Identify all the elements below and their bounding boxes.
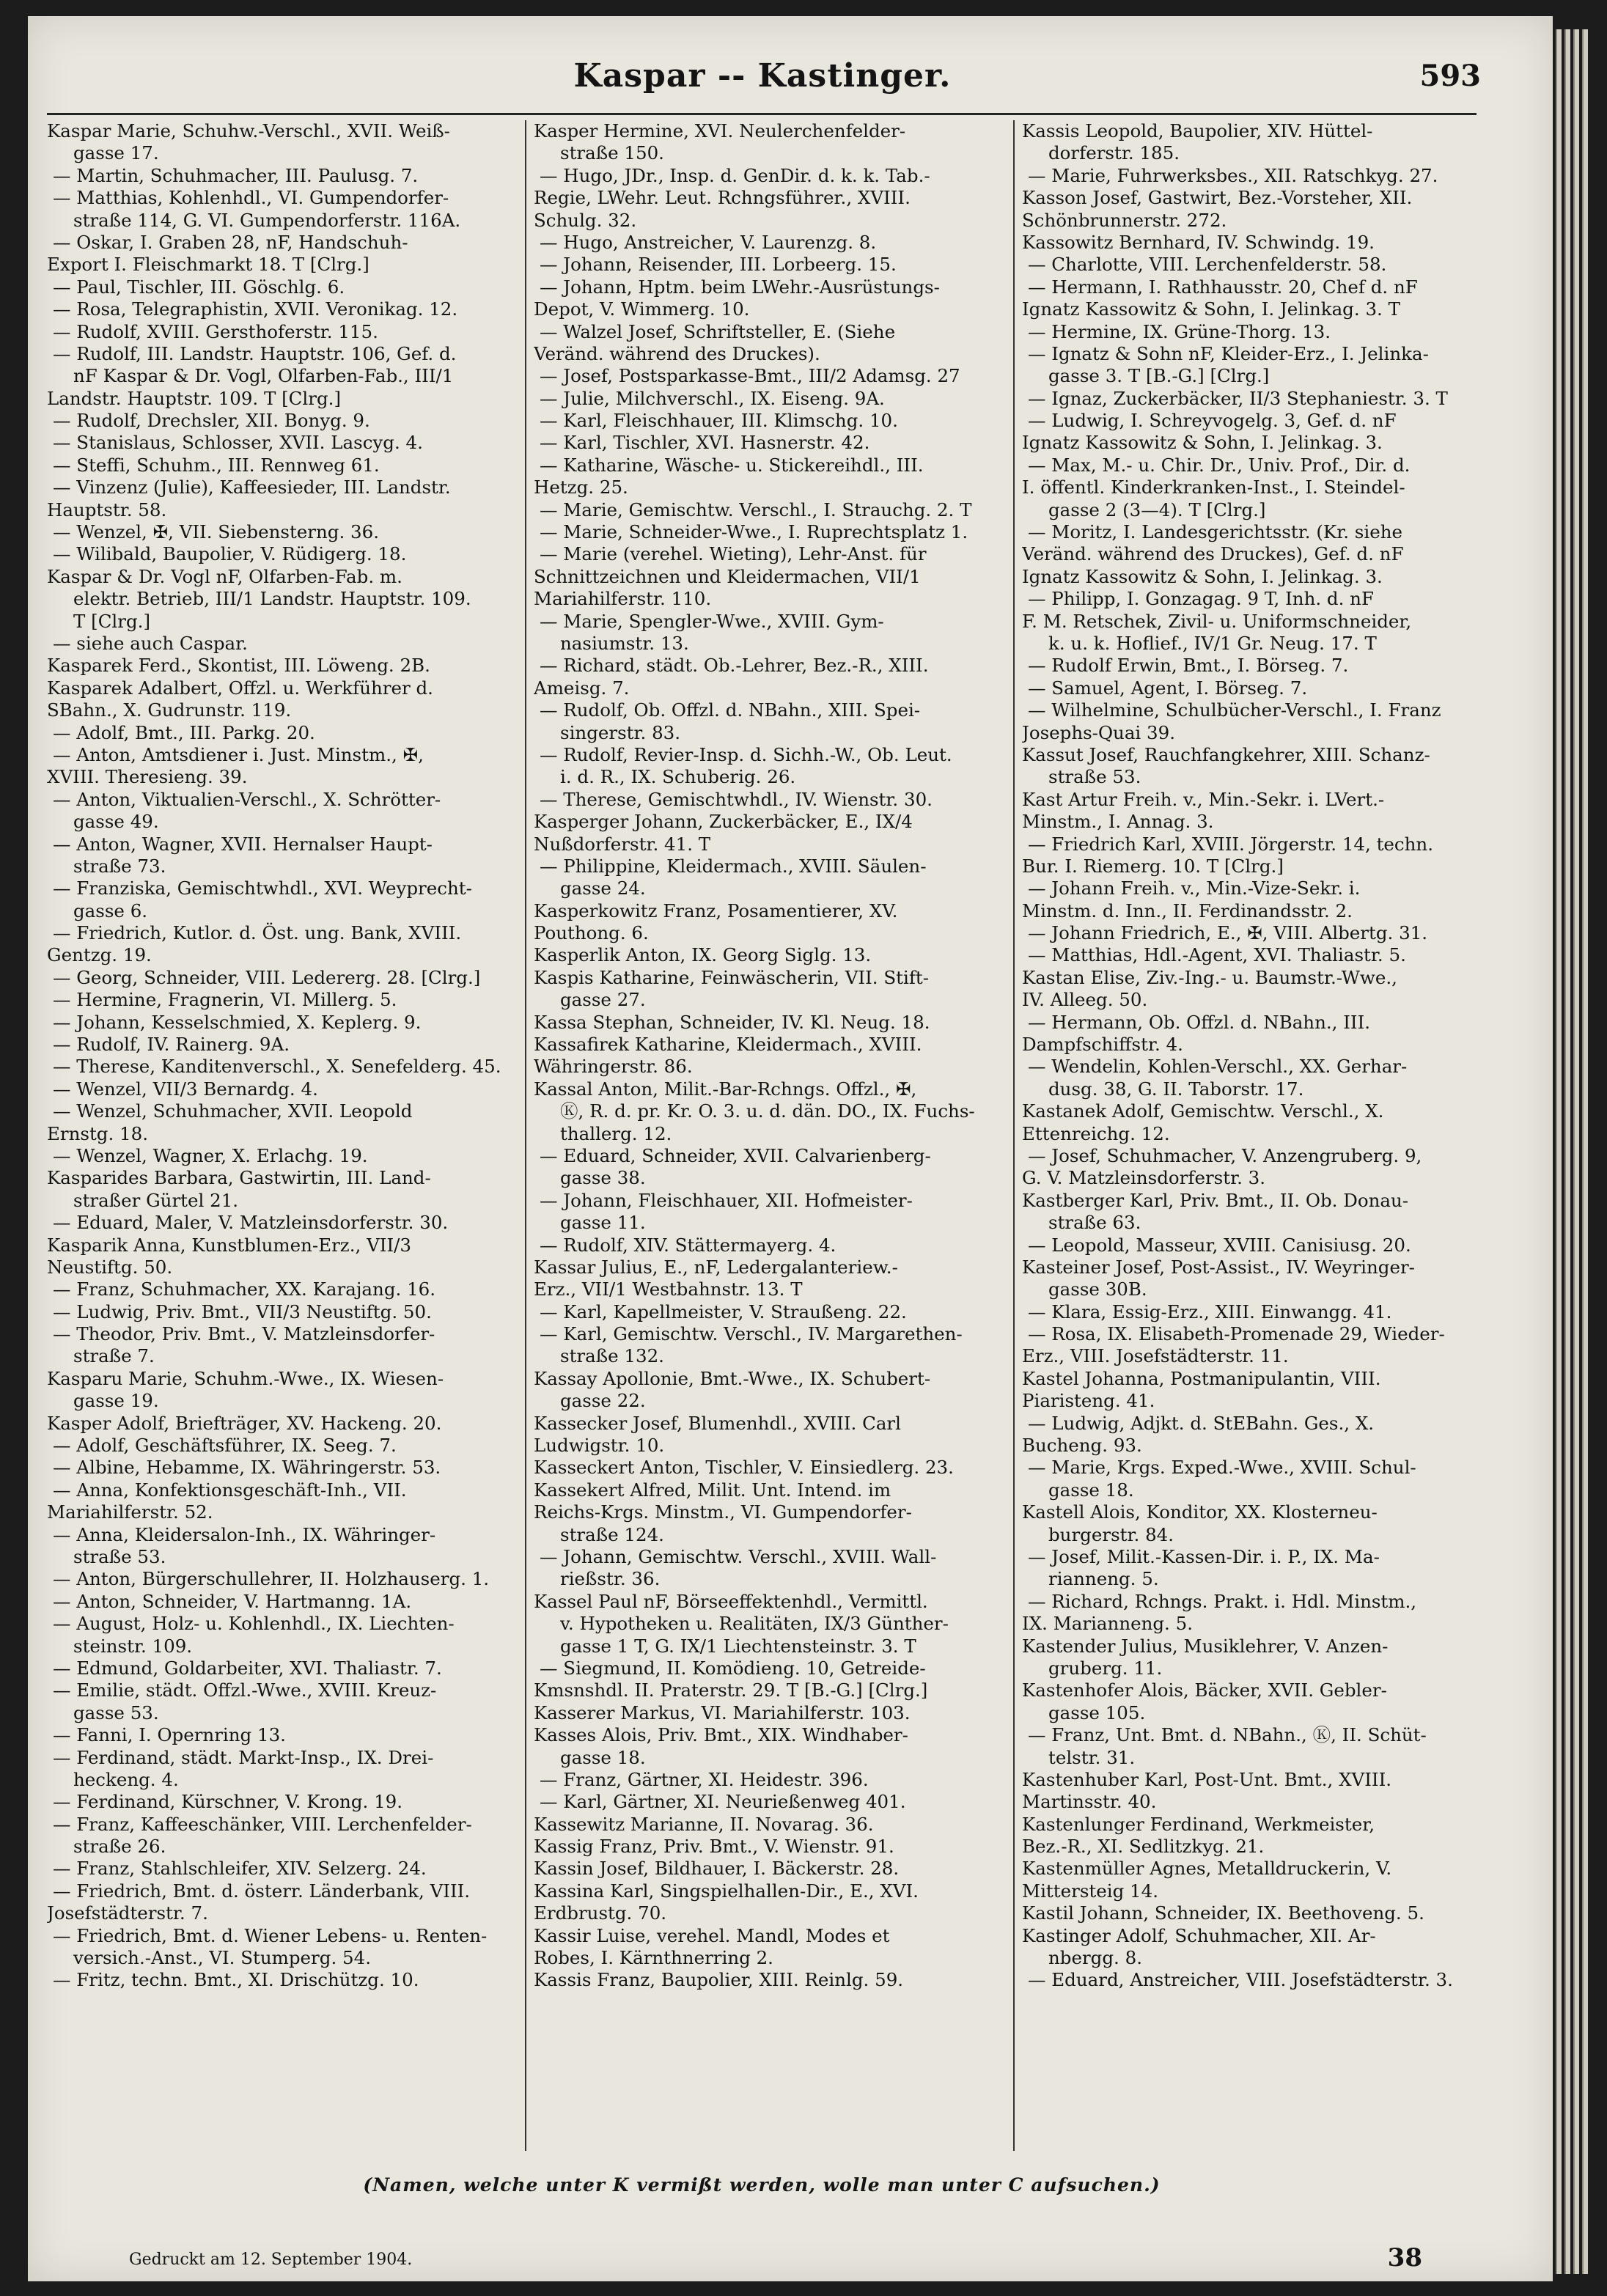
entry-line: T [Clrg.]	[73, 610, 151, 632]
entry-line: Kassar Julius, E., nF, Ledergalanteriew.-	[534, 1256, 898, 1278]
entry-line: — Anton, Schneider, V. Hartmanng. 1A.	[53, 1590, 412, 1612]
entry-line: Kasparides Barbara, Gastwirtin, III. Land-	[47, 1167, 431, 1189]
entry-line: — Eduard, Maler, V. Matzleinsdorferstr. 30.	[53, 1212, 449, 1234]
page-edge	[1564, 29, 1570, 2274]
entry-line: — Johann, Fleischhauer, XII. Hofmeister-	[540, 1189, 913, 1211]
entry-line: Kassa Stephan, Schneider, IV. Kl. Neug. 18.	[534, 1011, 930, 1033]
entry-line: Kaspar Marie, Schuhw.-Verschl., XVII. Weiß-	[47, 120, 450, 141]
page-edge	[1582, 29, 1588, 2274]
entry-line: Bucheng. 93.	[1022, 1435, 1142, 1457]
entry-line: Regie, LWehr. Leut. Rchngsführer., XVIII.	[534, 187, 911, 209]
entry-line: Mariahilferstr. 52.	[47, 1501, 213, 1523]
entry-line: Kasperlik Anton, IX. Georg Siglg. 13.	[534, 944, 872, 966]
entry-line: gasse 19.	[73, 1390, 159, 1412]
entry-line: Ludwigstr. 10.	[534, 1435, 665, 1457]
entry-line: Kastenhuber Karl, Post-Unt. Bmt., XVIII.	[1022, 1768, 1392, 1790]
entry-line: — Charlotte, VIII. Lerchenfelderstr. 58.	[1028, 254, 1387, 276]
entry-line: gruberg. 11.	[1048, 1657, 1163, 1679]
page-number: 593	[1419, 59, 1481, 93]
entry-line: Schönbrunnerstr. 272.	[1022, 209, 1227, 231]
entry-line: — Karl, Tischler, XVI. Hasnerstr. 42.	[540, 432, 870, 454]
entry-line: Kasparek Ferd., Skontist, III. Löweng. 2B.	[47, 655, 430, 677]
entry-line: I. öffentl. Kinderkranken-Inst., I. Steindel-	[1022, 477, 1405, 498]
entry-line: Erz., VII/1 Westbahnstr. 13. T	[534, 1278, 803, 1300]
entry-line: — Josef, Postsparkasse-Bmt., III/2 Adamsg. 27	[540, 365, 960, 387]
entry-line: Kasper Hermine, XVI. Neulerchenfelder-	[534, 120, 906, 141]
entry-line: Nußdorferstr. 41. T	[534, 833, 711, 855]
entry-line: — Hermann, I. Rathhausstr. 20, Chef d. nF	[1028, 276, 1418, 298]
entry-line: — siehe auch Caspar.	[53, 632, 248, 654]
entry-line: i. d. R., IX. Schuberig. 26.	[560, 766, 796, 788]
entry-line: straße 114, G. VI. Gumpendorferstr. 116A.	[73, 209, 461, 231]
entry-line: G. V. Matzleinsdorferstr. 3.	[1022, 1167, 1266, 1189]
entry-line: Kastberger Karl, Priv. Bmt., II. Ob. Donau-	[1022, 1189, 1409, 1211]
entry-line: gasse 3. T [B.-G.] [Clrg.]	[1048, 365, 1270, 387]
entry-line: gasse 49.	[73, 811, 159, 833]
column-2	[534, 120, 1003, 2157]
entry-line: IV. Alleeg. 50.	[1022, 989, 1148, 1011]
entry-line: — Ludwig, I. Schreyvogelg. 3, Gef. d. nF	[1028, 410, 1397, 432]
entry-line: — Johann, Kesselschmied, X. Keplerg. 9.	[53, 1011, 422, 1033]
entry-line: — Friedrich, Bmt. d. Wiener Lebens- u. Renten-	[53, 1924, 488, 1946]
entry-line: — Fritz, techn. Bmt., XI. Drischützg. 10.	[53, 1969, 419, 1991]
entry-line: — Josef, Milit.-Kassen-Dir. i. P., IX. Ma-	[1028, 1546, 1380, 1567]
entry-line: — Matthias, Hdl.-Agent, XVI. Thaliastr. 5.	[1028, 944, 1406, 966]
entry-line: — Josef, Schuhmacher, V. Anzengruberg. 9,	[1028, 1144, 1422, 1166]
entry-line: straße 150.	[560, 142, 664, 164]
entry-line: Kasseckert Anton, Tischler, V. Einsiedlerg. 23.	[534, 1457, 954, 1479]
entry-line: Kassecker Josef, Blumenhdl., XVIII. Carl	[534, 1412, 901, 1434]
entry-line: — Theodor, Priv. Bmt., V. Matzleinsdorfer-	[53, 1323, 435, 1345]
entry-line: Kasserer Markus, VI. Mariahilferstr. 103.	[534, 1701, 911, 1723]
entry-line: — Wenzel, Wagner, X. Erlachg. 19.	[53, 1144, 368, 1166]
page-title: Kaspar -- Kastinger.	[573, 57, 952, 95]
entry-line: — Rudolf, III. Landstr. Hauptstr. 106, Gef. d.	[53, 342, 457, 364]
entry-line: — Anna, Konfektionsgeschäft-Inh., VII.	[53, 1479, 407, 1501]
entry-line: gasse 2 (3—4). T [Clrg.]	[1048, 498, 1266, 520]
entry-line: Kasper Adolf, Briefträger, XV. Hackeng. 20.	[47, 1412, 442, 1434]
entry-line: — Eduard, Anstreicher, VIII. Josefstädterstr. 3.	[1028, 1969, 1453, 1991]
entry-line: straße 26.	[73, 1836, 166, 1858]
entry-line: — Leopold, Masseur, XVIII. Canisiusg. 20.	[1028, 1234, 1411, 1256]
entry-line: dorferstr. 185.	[1048, 142, 1180, 164]
entry-line: straße 7.	[73, 1345, 155, 1367]
entry-line: Kmsnshdl. II. Praterstr. 29. T [B.-G.] [Clrg.]	[534, 1679, 928, 1701]
entry-line: Kassis Franz, Baupolier, XIII. Reinlg. 59.	[534, 1969, 904, 1991]
entry-line: — Friedrich, Bmt. d. österr. Länderbank, VIII.	[53, 1880, 471, 1902]
page-edge	[1556, 29, 1562, 2274]
entry-line: — Hermine, Fragnerin, VI. Millerg. 5.	[53, 989, 397, 1011]
entry-line: gasse 38.	[560, 1167, 646, 1189]
column-divider	[1013, 120, 1015, 2151]
entry-line: — Franz, Schuhmacher, XX. Karajang. 16.	[53, 1278, 436, 1300]
entry-line: — Ferdinand, Kürschner, V. Krong. 19.	[53, 1791, 403, 1813]
entry-line: — Marie (verehel. Wieting), Lehr-Anst. für	[540, 543, 927, 565]
entry-line: — Adolf, Bmt., III. Parkg. 20.	[53, 721, 315, 743]
entry-line: — Oskar, I. Graben 28, nF, Handschuh-	[53, 231, 408, 253]
entry-line: — Katharine, Wäsche- u. Stickereihdl., III.	[540, 454, 924, 476]
entry-line: — Hermine, IX. Grüne-Thorg. 13.	[1028, 320, 1331, 342]
entry-line: dusg. 38, G. II. Taborstr. 17.	[1048, 1078, 1304, 1100]
entry-line: — Marie, Fuhrwerksbes., XII. Ratschkyg. 27.	[1028, 164, 1438, 186]
entry-line: Kassis Leopold, Baupolier, XIV. Hüttel-	[1022, 120, 1373, 141]
entry-line: Hetzg. 25.	[534, 477, 628, 498]
entry-line: — Marie, Gemischtw. Verschl., I. Strauchg. 2. T	[540, 498, 972, 520]
entry-line: — Richard, städt. Ob.-Lehrer, Bez.-R., XIII.	[540, 655, 929, 677]
entry-line: nasiumstr. 13.	[560, 632, 689, 654]
entry-line: rianneng. 5.	[1048, 1568, 1159, 1590]
entry-line: Kassig Franz, Priv. Bmt., V. Wienstr. 91.	[534, 1836, 894, 1858]
entry-line: — Karl, Gärtner, XI. Neurießenweg 401.	[540, 1791, 906, 1813]
entry-line: — Wenzel, ✠, VII. Siebensterng. 36.	[53, 521, 380, 543]
entry-line: Kaspis Katharine, Feinwäscherin, VII. Stift-	[534, 966, 930, 988]
entry-line: versich.-Anst., VI. Stumperg. 54.	[73, 1947, 371, 1969]
entry-line: Ignatz Kassowitz & Sohn, I. Jelinkag. 3. T	[1022, 298, 1400, 320]
entry-line: Kassel Paul nF, Börseeffektenhdl., Vermittl.	[534, 1590, 928, 1612]
entry-line: Kasses Alois, Priv. Bmt., XIX. Windhaber-	[534, 1724, 908, 1746]
entry-line: — Max, M.- u. Chir. Dr., Univ. Prof., Dir. d.	[1028, 454, 1411, 476]
entry-line: — Fanni, I. Opernring 13.	[53, 1724, 286, 1746]
entry-line: — Albine, Hebamme, IX. Währingerstr. 53.	[53, 1457, 441, 1479]
entry-line: steinstr. 109.	[73, 1635, 193, 1657]
entry-line: Kastinger Adolf, Schuhmacher, XII. Ar-	[1022, 1924, 1376, 1946]
entry-line: — Philippine, Kleidermach., XVIII. Säulen-	[540, 855, 927, 877]
entry-line: — Rudolf, XIV. Stättermayerg. 4.	[540, 1234, 836, 1256]
entry-line: Kasperkowitz Franz, Posamentierer, XV.	[534, 899, 898, 921]
entry-line: — Rudolf, IV. Rainerg. 9A.	[53, 1034, 290, 1056]
entry-line: — Friedrich Karl, XVIII. Jörgerstr. 14, techn.	[1028, 833, 1433, 855]
entry-line: — Georg, Schneider, VIII. Ledererg. 28. [Clrg.]	[53, 966, 481, 988]
entry-line: — Franz, Gärtner, XI. Heidestr. 396.	[540, 1768, 869, 1790]
entry-line: — Vinzenz (Julie), Kaffeesieder, III. Landstr.	[53, 477, 451, 498]
entry-line: Ettenreichg. 12.	[1022, 1122, 1170, 1144]
entry-line: gasse 105.	[1048, 1701, 1146, 1723]
entry-line: — Moritz, I. Landesgerichtsstr. (Kr. siehe	[1028, 521, 1402, 543]
entry-line: straße 53.	[1048, 766, 1141, 788]
entry-line: — Wenzel, VII/3 Bernardg. 4.	[53, 1078, 318, 1100]
entry-line: gasse 53.	[73, 1701, 159, 1723]
entry-line: — Stanislaus, Schlosser, XVII. Lascyg. 4.	[53, 432, 423, 454]
entry-line: Kassir Luise, verehel. Mandl, Modes et	[534, 1924, 890, 1946]
entry-line: gasse 1 T, G. IX/1 Liechtensteinstr. 3. T	[560, 1635, 916, 1657]
entry-line: straße 124.	[560, 1523, 664, 1545]
entry-line: — Ignaz, Zuckerbäcker, II/3 Stephaniestr. 3. T	[1028, 387, 1448, 409]
entry-line: Schnittzeichnen und Kleidermachen, VII/1	[534, 565, 921, 587]
entry-line: — Wilhelmine, Schulbücher-Verschl., I. Franz	[1028, 699, 1441, 721]
entry-line: Ignatz Kassowitz & Sohn, I. Jelinkag. 3.	[1022, 432, 1383, 454]
entry-line: XVIII. Theresieng. 39.	[47, 766, 248, 788]
entry-line: — Hermann, Ob. Offzl. d. NBahn., III.	[1028, 1011, 1371, 1033]
entry-line: Veränd. während des Druckes), Gef. d. nF	[1022, 543, 1404, 565]
entry-line: Pouthong. 6.	[534, 922, 649, 944]
entry-line: — Matthias, Kohlenhdl., VI. Gumpendorfer-	[53, 187, 449, 209]
entry-line: Landstr. Hauptstr. 109. T [Clrg.]	[47, 387, 341, 409]
entry-line: — Ludwig, Priv. Bmt., VII/3 Neustiftg. 50.	[53, 1300, 432, 1322]
entry-line: Piaristeng. 41.	[1022, 1390, 1155, 1412]
entry-line: gasse 18.	[560, 1746, 646, 1768]
entry-line: Schulg. 32.	[534, 209, 637, 231]
entry-line: — Johann, Gemischtw. Verschl., XVIII. Wall-	[540, 1546, 937, 1567]
entry-line: Hauptstr. 58.	[47, 498, 167, 520]
entry-line: — Rosa, IX. Elisabeth-Promenade 29, Wieder-	[1028, 1323, 1445, 1345]
entry-line: Ernstg. 18.	[47, 1122, 149, 1144]
entry-line: rießstr. 36.	[560, 1568, 661, 1590]
entry-line: Kassafirek Katharine, Kleidermach., XVIII.	[534, 1034, 922, 1056]
entry-line: — Hugo, JDr., Insp. d. GenDir. d. k. k. Tab.-	[540, 164, 930, 186]
entry-line: — August, Holz- u. Kohlenhdl., IX. Liechten-	[53, 1613, 455, 1635]
entry-line: Josephs-Quai 39.	[1022, 721, 1176, 743]
entry-line: — Therese, Kanditenverschl., X. Senefelderg. 45.	[53, 1056, 501, 1078]
entry-line: — Hugo, Anstreicher, V. Laurenzg. 8.	[540, 231, 877, 253]
entry-line: Kast Artur Freih. v., Min.-Sekr. i. LVert.-	[1022, 788, 1385, 810]
entry-line: Reichs-Krgs. Minstm., VI. Gumpendorfer-	[534, 1501, 912, 1523]
entry-line: gasse 27.	[560, 989, 646, 1011]
entry-line: — Karl, Kapellmeister, V. Straußeng. 22.	[540, 1300, 907, 1322]
column-3	[1022, 120, 1480, 2157]
entry-line: — Anton, Amtsdiener i. Just. Minstm., ✠,	[53, 743, 424, 765]
entry-line: — Wilibald, Baupolier, V. Rüdigerg. 18.	[53, 543, 407, 565]
entry-line: — Johann, Hptm. beim LWehr.-Ausrüstungs-	[540, 276, 940, 298]
entry-line: — Ignatz & Sohn nF, Kleider-Erz., I. Jelinka-	[1028, 342, 1429, 364]
entry-line: Kastenhofer Alois, Bäcker, XVII. Gebler-	[1022, 1679, 1387, 1701]
entry-line: Kastender Julius, Musiklehrer, V. Anzen-	[1022, 1635, 1389, 1657]
entry-line: Martinsstr. 40.	[1022, 1791, 1157, 1813]
entry-line: gasse 17.	[73, 142, 159, 164]
entry-line: — Anton, Bürgerschullehrer, II. Holzhauserg. 1.	[53, 1568, 490, 1590]
entry-line: — Ferdinand, städt. Markt-Insp., IX. Drei-	[53, 1746, 434, 1768]
entry-line: Kassut Josef, Rauchfangkehrer, XIII. Schanz-	[1022, 743, 1430, 765]
entry-line: Depot, V. Wimmerg. 10.	[534, 298, 750, 320]
entry-line: Kasparu Marie, Schuhm.-Wwe., IX. Wiesen-	[47, 1367, 444, 1389]
entry-line: Kastil Johann, Schneider, IX. Beethoveng. 5.	[1022, 1902, 1424, 1924]
entry-line: gasse 30B.	[1048, 1278, 1147, 1300]
entry-line: Minstm., I. Annag. 3.	[1022, 811, 1214, 833]
entry-line: Mittersteig 14.	[1022, 1880, 1159, 1902]
entry-line: — Karl, Gemischtw. Verschl., IV. Margarethen-	[540, 1323, 963, 1345]
entry-line: — Ludwig, Adjkt. d. StEBahn. Ges., X.	[1028, 1412, 1375, 1434]
entry-line: — Steffi, Schuhm., III. Rennweg 61.	[53, 454, 380, 476]
entry-line: Kastell Alois, Konditor, XX. Klosterneu-	[1022, 1501, 1378, 1523]
entry-line: heckeng. 4.	[73, 1768, 179, 1790]
entry-line: Kastel Johanna, Postmanipulantin, VIII.	[1022, 1367, 1381, 1389]
entry-line: Kassal Anton, Milit.-Bar-Rchngs. Offzl., ✠,	[534, 1078, 917, 1100]
entry-line: Kassina Karl, Singspielhallen-Dir., E., XVI.	[534, 1880, 919, 1902]
entry-line: Kastenlunger Ferdinand, Werkmeister,	[1022, 1813, 1375, 1835]
print-date: Gedruckt am 12. September 1904.	[129, 2251, 413, 2269]
entry-line: — Franz, Stahlschleifer, XIV. Selzerg. 24.	[53, 1858, 427, 1880]
entry-line: Robes, I. Kärnthnerring 2.	[534, 1947, 773, 1969]
entry-line: nF Kaspar & Dr. Vogl, Olfarben-Fab., III/1	[73, 365, 454, 387]
entry-line: straßer Gürtel 21.	[73, 1189, 239, 1211]
entry-line: — Eduard, Schneider, XVII. Calvarienberg-	[540, 1144, 931, 1166]
entry-line: — Klara, Essig-Erz., XIII. Einwangg. 41.	[1028, 1300, 1392, 1322]
entry-line: Kassewitz Marianne, II. Novarag. 36.	[534, 1813, 874, 1835]
entry-line: Kastan Elise, Ziv.-Ing.- u. Baumstr.-Wwe.,	[1022, 966, 1397, 988]
entry-line: v. Hypotheken u. Realitäten, IX/3 Günther-	[560, 1613, 949, 1635]
entry-line: Dampfschiffstr. 4.	[1022, 1034, 1183, 1056]
entry-line: — Richard, Rchngs. Prakt. i. Hdl. Minstm.,	[1028, 1590, 1417, 1612]
entry-line: Ameisg. 7.	[534, 677, 630, 699]
entry-line: — Rudolf, Drechsler, XII. Bonyg. 9.	[53, 410, 370, 432]
header-rule	[47, 113, 1477, 115]
entry-line: Minstm. d. Inn., II. Ferdinandsstr. 2.	[1022, 899, 1353, 921]
entry-line: Ⓚ, R. d. pr. Kr. O. 3. u. d. dän. DO., IX. Fuchs-	[560, 1100, 975, 1122]
entry-line: SBahn., X. Gudrunstr. 119.	[47, 699, 292, 721]
entry-line: — Franziska, Gemischtwhdl., XVI. Weyprecht-	[53, 877, 472, 899]
entry-line: Kasparik Anna, Kunstblumen-Erz., VII/3	[47, 1234, 411, 1256]
entry-line: Kassowitz Bernhard, IV. Schwindg. 19.	[1022, 231, 1375, 253]
entry-line: gasse 18.	[1048, 1479, 1134, 1501]
entry-line: straße 73.	[73, 855, 166, 877]
entry-line: — Friedrich, Kutlor. d. Öst. ung. Bank, XVIII.	[53, 922, 462, 944]
entry-line: nbergg. 8.	[1048, 1947, 1142, 1969]
entry-line: — Wendelin, Kohlen-Verschl., XX. Gerhar-	[1028, 1056, 1408, 1078]
entry-line: Bur. I. Riemerg. 10. T [Clrg.]	[1022, 855, 1284, 877]
entry-line: elektr. Betrieb, III/1 Landstr. Hauptstr. 109.	[73, 588, 471, 610]
entry-line: — Johann Freih. v., Min.-Vize-Sekr. i.	[1028, 877, 1361, 899]
entry-line: — Anna, Kleidersalon-Inh., IX. Währinger-	[53, 1523, 436, 1545]
entry-line: — Marie, Schneider-Wwe., I. Ruprechtsplatz 1.	[540, 521, 968, 543]
entry-line: gasse 6.	[73, 899, 148, 921]
entry-line: Gentzg. 19.	[47, 944, 152, 966]
entry-line: Kasson Josef, Gastwirt, Bez.-Vorsteher, XII.	[1022, 187, 1413, 209]
entry-line: — Adolf, Geschäftsführer, IX. Seeg. 7.	[53, 1435, 397, 1457]
entry-line: gasse 22.	[560, 1390, 646, 1412]
entry-line: thallerg. 12.	[560, 1122, 672, 1144]
entry-line: Kassin Josef, Bildhauer, I. Bäckerstr. 28.	[534, 1858, 900, 1880]
entry-line: Kassay Apollonie, Bmt.-Wwe., IX. Schubert-	[534, 1367, 931, 1389]
entry-line: Bez.-R., XI. Sedlitzkyg. 21.	[1022, 1836, 1265, 1858]
entry-line: F. M. Retschek, Zivil- u. Uniformschneider,	[1022, 610, 1412, 632]
page-edge	[1573, 29, 1579, 2274]
entry-line: gasse 24.	[560, 877, 646, 899]
column-1	[47, 120, 516, 2157]
entry-line: Kasparek Adalbert, Offzl. u. Werkführer d.	[47, 677, 433, 699]
entry-line: straße 53.	[73, 1546, 166, 1567]
entry-line: — Marie, Spengler-Wwe., XVIII. Gym-	[540, 610, 884, 632]
entry-line: — Julie, Milchverschl., IX. Eiseng. 9A.	[540, 387, 885, 409]
entry-line: — Karl, Fleischhauer, III. Klimschg. 10.	[540, 410, 898, 432]
footer-note: (Namen, welche unter K vermißt werden, wolle man unter C aufsuchen.)	[363, 2174, 1161, 2196]
entry-line: — Franz, Kaffeeschänker, VIII. Lerchenfelder-	[53, 1813, 472, 1835]
entry-line: — Emilie, städt. Offzl.-Wwe., XVIII. Kreuz-	[53, 1679, 437, 1701]
entry-line: Kasperger Johann, Zuckerbäcker, E., IX/4	[534, 811, 913, 833]
entry-line: Veränd. während des Druckes).	[534, 342, 820, 364]
entry-line: Neustiftg. 50.	[47, 1256, 173, 1278]
entry-line: Export I. Fleischmarkt 18. T [Clrg.]	[47, 254, 369, 276]
entry-line: — Paul, Tischler, III. Göschlg. 6.	[53, 276, 345, 298]
entry-line: Mariahilferstr. 110.	[534, 588, 712, 610]
entry-line: Kaspar & Dr. Vogl nF, Olfarben-Fab. m.	[47, 565, 402, 587]
entry-line: Kastanek Adolf, Gemischtw. Verschl., X.	[1022, 1100, 1384, 1122]
entry-line: — Samuel, Agent, I. Börseg. 7.	[1028, 677, 1308, 699]
entry-line: — Siegmund, II. Komödieng. 10, Getreide-	[540, 1657, 926, 1679]
entry-line: — Rosa, Telegraphistin, XVII. Veronikag. 12.	[53, 298, 458, 320]
entry-line: singerstr. 83.	[560, 721, 681, 743]
entry-line: — Anton, Viktualien-Verschl., X. Schrötter-	[53, 788, 441, 810]
entry-line: — Therese, Gemischtwhdl., IV. Wienstr. 30.	[540, 788, 933, 810]
entry-line: Erz., VIII. Josefstädterstr. 11.	[1022, 1345, 1289, 1367]
entry-line: — Rudolf Erwin, Bmt., I. Börseg. 7.	[1028, 655, 1349, 677]
entry-line: telstr. 31.	[1048, 1746, 1136, 1768]
entry-line: — Philipp, I. Gonzagag. 9 T, Inh. d. nF	[1028, 588, 1374, 610]
entry-line: Kasteiner Josef, Post-Assist., IV. Weyringer-	[1022, 1256, 1415, 1278]
entry-line: gasse 11.	[560, 1212, 646, 1234]
entry-line: — Walzel Josef, Schriftsteller, E. (Siehe	[540, 320, 896, 342]
entry-line: — Rudolf, Revier-Insp. d. Sichh.-W., Ob. Leut.	[540, 743, 952, 765]
entry-line: — Martin, Schuhmacher, III. Paulusg. 7.	[53, 164, 419, 186]
entry-line: Erdbrustg. 70.	[534, 1902, 667, 1924]
entry-line: IX. Marianneng. 5.	[1022, 1613, 1194, 1635]
entry-line: — Rudolf, XVIII. Gersthoferstr. 115.	[53, 320, 378, 342]
entry-line: — Edmund, Goldarbeiter, XVI. Thaliastr. 7.	[53, 1657, 442, 1679]
entry-line: Ignatz Kassowitz & Sohn, I. Jelinkag. 3.	[1022, 565, 1383, 587]
entry-line: straße 132.	[560, 1345, 664, 1367]
entry-line: Währingerstr. 86.	[534, 1056, 693, 1078]
entry-line: — Marie, Krgs. Exped.-Wwe., XVIII. Schul-	[1028, 1457, 1416, 1479]
entry-line: straße 63.	[1048, 1212, 1141, 1234]
entry-line: — Anton, Wagner, XVII. Hernalser Haupt-	[53, 833, 433, 855]
entry-line: — Rudolf, Ob. Offzl. d. NBahn., XIII. Spei-	[540, 699, 921, 721]
entry-line: Josefstädterstr. 7.	[47, 1902, 208, 1924]
entry-line: Kastenmüller Agnes, Metalldruckerin, V.	[1022, 1858, 1392, 1880]
entry-line: — Johann Friedrich, E., ✠, VIII. Albertg. 31.	[1028, 922, 1428, 944]
entry-line: burgerstr. 84.	[1048, 1523, 1174, 1545]
entry-line: k. u. k. Hoflief., IV/1 Gr. Neug. 17. T	[1048, 632, 1377, 654]
entry-line: — Johann, Reisender, III. Lorbeerg. 15.	[540, 254, 897, 276]
sheet-number: 38	[1387, 2243, 1422, 2273]
entry-line: Kassekert Alfred, Milit. Unt. Intend. im	[534, 1479, 891, 1501]
entry-line: — Wenzel, Schuhmacher, XVII. Leopold	[53, 1100, 413, 1122]
column-divider	[525, 120, 526, 2151]
entry-line: — Franz, Unt. Bmt. d. NBahn., Ⓚ, II. Schüt-	[1028, 1724, 1427, 1746]
